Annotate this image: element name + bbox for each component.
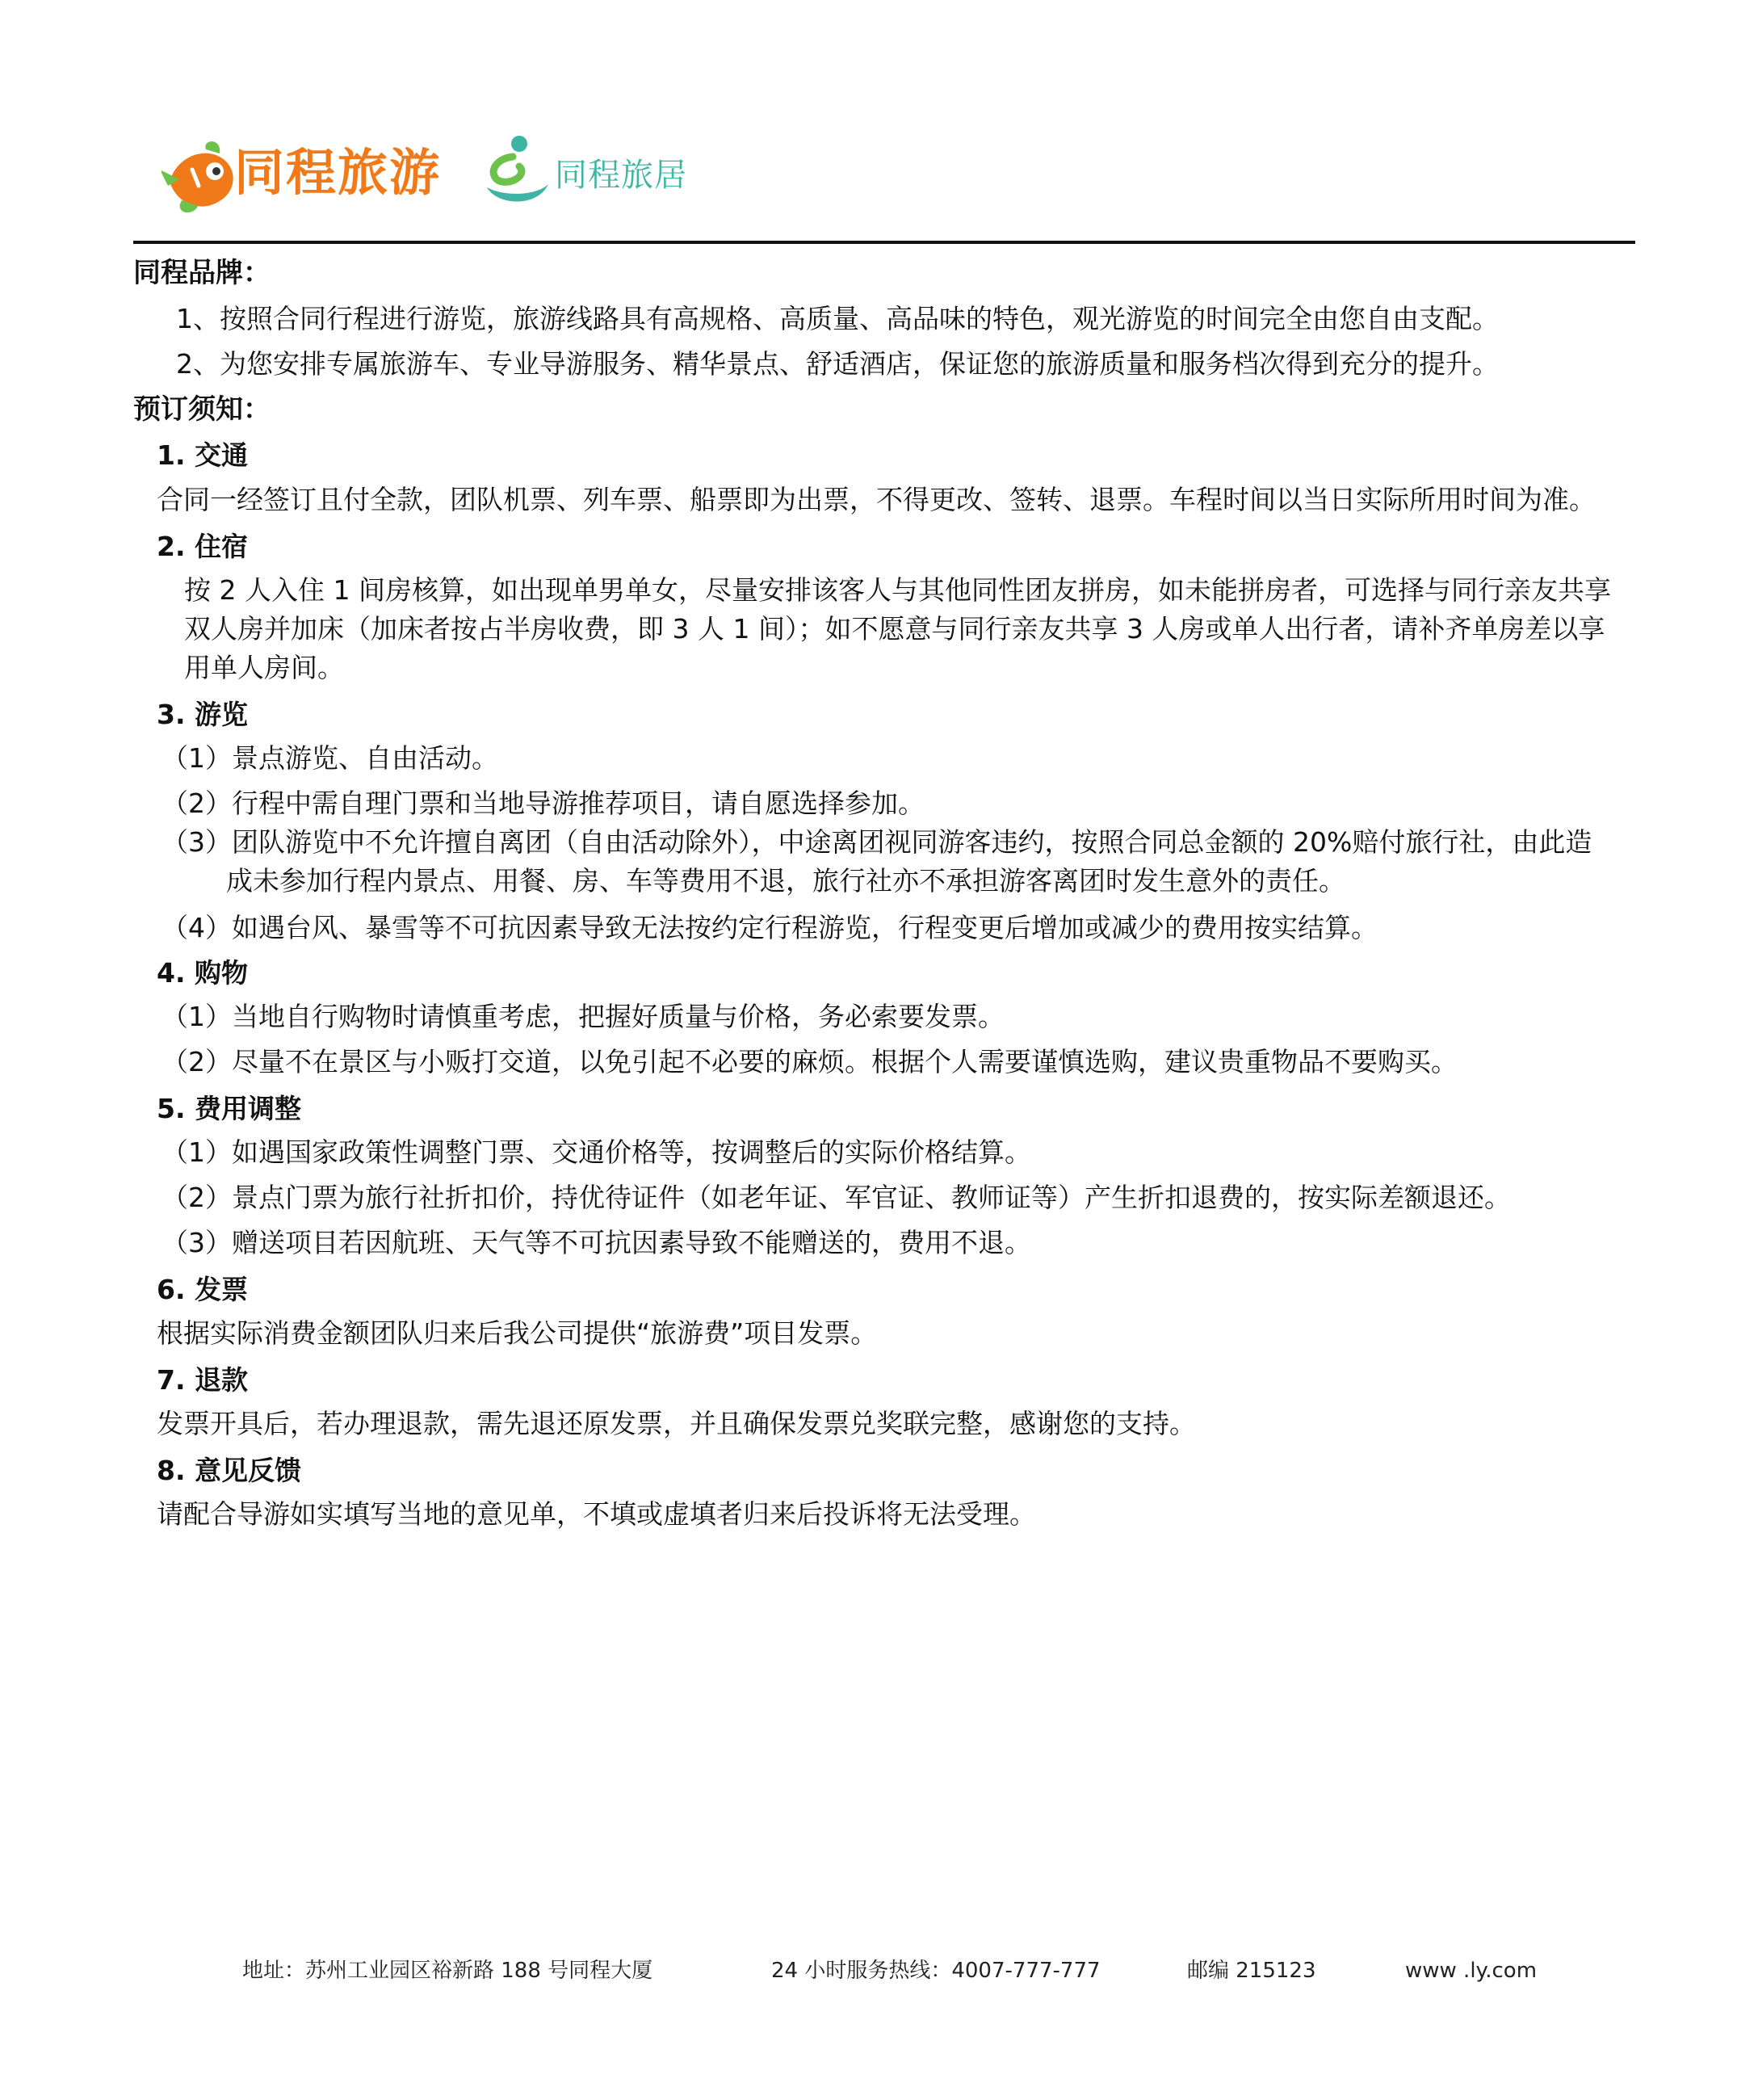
lvju-logo <box>480 129 771 218</box>
section-heading: 2. 住宿 <box>157 531 248 562</box>
section-line: 双人房并加床（加床者按占半房收费，即 3 人 1 间）；如不愿意与同行亲友共享 3 人房或单人出行者，请补齐单房差以享 <box>184 613 1605 645</box>
lvju-logo-text: 同程旅居 <box>555 157 687 194</box>
notice-title: 预订须知： <box>133 393 271 426</box>
fish-mascot-icon <box>162 137 242 218</box>
tongcheng-logo-text: 同程旅游 <box>234 143 442 202</box>
footer-address: 地址：苏州工业园区裕新路 188 号同程大厦 <box>242 1959 653 1983</box>
page-footer <box>0 1955 1758 1987</box>
section-item: （2）行程中需自理门票和当地导游推荐项目，请自愿选择参加。 <box>162 788 925 819</box>
section-body: 根据实际消费金额团队归来后我公司提供“旅游费”项目发票。 <box>157 1317 878 1349</box>
section-body: 合同一经签订且付全款，团队机票、列车票、船票即为出票，不得更改、签转、退票。车程时间以当日实际所用时间为准。 <box>157 484 1596 515</box>
header-logos <box>162 129 775 218</box>
section-heading: 8. 意见反馈 <box>157 1455 301 1486</box>
section-item: 成未参加行程内景点、用餐、房、车等费用不退，旅行社亦不承担游客离团时发生意外的责任。 <box>226 865 1345 897</box>
section-item: （2）景点门票为旅行社折扣价，持优待证件（如老年证、军官证、教师证等）产生折扣退费的，按实际差额退还。 <box>162 1182 1511 1213</box>
section-item: （3）赠送项目若因航班、天气等不可抗因素导致不能赠送的，费用不退。 <box>162 1227 1031 1258</box>
footer-hotline: 24 小时服务热线：4007-777-777 <box>771 1959 1101 1983</box>
brand-title: 同程品牌： <box>133 257 271 289</box>
section-heading: 1. 交通 <box>157 439 248 471</box>
section-item: （2）尽量不在景区与小贩打交道，以免引起不必要的麻烦。根据个人需要谨慎选购，建议贵重物品不要购买。 <box>162 1046 1458 1077</box>
section-item: （1）当地自行购物时请慎重考虑，把握好质量与价格，务必索要发票。 <box>162 1001 1005 1032</box>
section-item: （1）如遇国家政策性调整门票、交通价格等，按调整后的实际价格结算。 <box>162 1136 1031 1168</box>
section-body: 请配合导游如实填写当地的意见单，不填或虚填者归来后投诉将无法受理。 <box>157 1498 1036 1530</box>
section-heading: 7. 退款 <box>157 1364 248 1396</box>
header-divider <box>133 241 1635 244</box>
lvju-mark-icon <box>480 131 553 212</box>
section-line: 用单人房间。 <box>184 652 344 683</box>
section-line: 按 2 人入住 1 间房核算，如出现单男单女，尽量安排该客人与其他同性团友拼房，如未能拼房者，可选择与同行亲友共享 <box>184 574 1611 606</box>
brand-item: 1、按照合同行程进行游览，旅游线路具有高规格、高质量、高品味的特色，观光游览的时间完全由您自由支配。 <box>176 303 1499 334</box>
section-item: （1）景点游览、自由活动。 <box>162 742 498 774</box>
section-heading: 6. 发票 <box>157 1274 248 1305</box>
brand-item: 2、为您安排专属旅游车、专业导游服务、精华景点、舒适酒店，保证您的旅游质量和服务档次得到充分的提升。 <box>176 348 1499 380</box>
section-body: 发票开具后，若办理退款，需先退还原发票，并且确保发票兑奖联完整，感谢您的支持。 <box>157 1408 1196 1439</box>
section-item: （4）如遇台风、暴雪等不可抗因素导致无法按约定行程游览，行程变更后增加或减少的费用按实结算。 <box>162 912 1378 943</box>
footer-website[interactable]: www .ly.com <box>1405 1959 1538 1983</box>
tongcheng-logo <box>162 129 460 218</box>
section-heading: 5. 费用调整 <box>157 1093 301 1124</box>
section-item: （3）团队游览中不允许擅自离团（自由活动除外），中途离团视同游客违约，按照合同总金额的 20%赔付旅行社，由此造 <box>162 826 1592 858</box>
section-heading: 3. 游览 <box>157 699 248 730</box>
section-heading: 4. 购物 <box>157 957 248 989</box>
footer-postcode: 邮编 215123 <box>1187 1959 1316 1983</box>
